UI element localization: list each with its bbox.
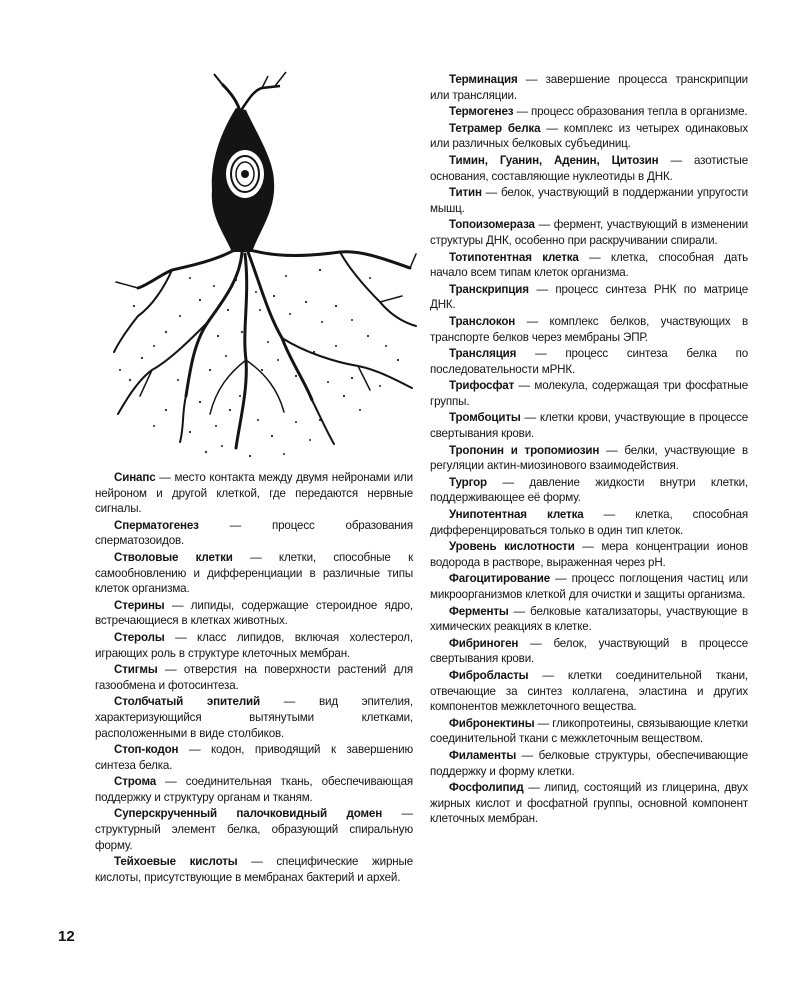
glossary-entry: [95, 598, 413, 629]
definition: — процесс синтеза белка по последовательности мРНК.: [430, 347, 748, 376]
definition: — соединительная ткань, обеспечивающая поддержку и структуру органам и тканям.: [95, 775, 413, 804]
glossary-entry: [95, 774, 413, 805]
term: Тургор: [449, 475, 487, 489]
term: Суперскрученный палочковидный домен: [114, 807, 383, 821]
glossary-entry: [430, 185, 748, 216]
definition: — клетки, способные к самообновлению и дифференциации в различные типы клеток организма.: [95, 550, 413, 596]
definition: — кодон, приводящий к завершению синтеза белка.: [95, 743, 413, 772]
term: Стоп-кодон: [114, 743, 179, 757]
definition: — мера концентрации ионов водорода в растворе, выраженная через pH.: [430, 540, 748, 569]
term: Фибронектины: [449, 716, 535, 730]
glossary-entry: [430, 475, 748, 506]
definition: — процесс образования сперматозоидов.: [95, 518, 413, 548]
glossary-entry: [95, 742, 413, 773]
term: Стерины: [114, 598, 165, 612]
definition: — место контакта между двумя нейронами или нейроном и другой клеткой, где передаются нервные сигналы.: [95, 471, 413, 516]
term: Тимин, Гуанин, Аденин, Цитозин: [449, 153, 659, 167]
definition: — клетки крови, участвующие в процессе свертывания крови.: [430, 411, 748, 441]
term: Столбчатый эпителий: [114, 695, 261, 709]
definition: — белковые катализаторы, участвующие в химических реакциях в клетке.: [430, 604, 748, 634]
glossary-entry: [430, 314, 748, 345]
term: Тромбоциты: [449, 411, 521, 425]
glossary-entry: [430, 539, 748, 570]
glossary-entry: [95, 470, 413, 517]
definition: — комплекс из четырех одинаковых или различных белковых субъединиц.: [430, 121, 748, 151]
term: Транслокон: [449, 314, 516, 328]
glossary-entry: [430, 443, 748, 474]
term: Фибробласты: [449, 668, 529, 682]
term: Ферменты: [449, 604, 509, 618]
definition: — специфические жирные кислоты, присутствующие в мембранах бактерий и архей.: [95, 855, 413, 884]
neuron-illustration: [90, 70, 420, 465]
term: Трансляция: [449, 347, 517, 361]
definition: — процесс поглощения частиц или микроорганизмов клеткой для очистки и защиты организма.: [430, 572, 748, 601]
definition: — белковые структуры, обеспечивающие поддержку и форму клетки.: [430, 748, 748, 778]
glossary-entry: [430, 282, 748, 313]
term: Стволовые клетки: [114, 550, 233, 564]
definition: — молекула, содержащая три фосфатные группы.: [430, 379, 748, 408]
term: Трифосфат: [449, 379, 515, 393]
term: Синапс: [114, 471, 156, 484]
definition: — белок, участвующий в поддержании упругости мышц.: [430, 186, 748, 215]
definition: — клетка, способная дать начало всем типам клеток организма.: [430, 250, 748, 280]
term: Термогенез: [449, 105, 514, 119]
term: Фибриноген: [449, 636, 519, 650]
term: Филаменты: [449, 748, 517, 762]
glossary-entry: [430, 153, 748, 184]
definition: — класс липидов, включая холестерол, играющих роль в структуре клеточных мембран.: [95, 630, 413, 660]
term: Строма: [114, 775, 157, 789]
term: Топоизомераза: [449, 218, 535, 232]
glossary-entry: [430, 121, 748, 152]
glossary-entry: [430, 780, 748, 827]
definition: — азотистые основания, составляющие нуклеотиды в ДНК.: [430, 153, 749, 183]
term: Стигмы: [114, 663, 158, 677]
term: Сперматогенез: [114, 518, 199, 532]
definition: — белки, участвующие в регуляции актин-миозинового взаимодействия.: [430, 443, 749, 473]
glossary-entry: [430, 507, 748, 538]
term: Фосфолипид: [449, 781, 524, 795]
glossary-entry: [95, 854, 413, 885]
term: Стеролы: [114, 630, 165, 644]
definition: — структурный элемент белка, образующий спиральную форму.: [95, 807, 413, 852]
term: Титин: [449, 186, 482, 200]
glossary-entry: [430, 378, 748, 409]
definition: — вид эпителия, характеризующийся вытянутыми клетками, расположенными в виде столбиков.: [95, 695, 414, 740]
term: Фагоцитирование: [449, 572, 551, 586]
definition: — завершение процесса транскрипции или трансляции.: [430, 73, 748, 102]
definition: — клетки соединительной ткани, отвечающие за синтез коллагена, эластина и других компонентов межклеточного вещества.: [430, 668, 748, 714]
definition: — комплекс белков, участвующих в транспорте белков через мембраны ЭПР.: [430, 314, 748, 344]
glossary-entry: [95, 806, 413, 853]
glossary-right-column: [430, 72, 748, 828]
term: Тропонин и тропомиозин: [449, 443, 600, 457]
glossary-entry: [95, 630, 413, 661]
definition: — липид, состоящий из глицерина, двух жирных кислот и фосфатной группы, основной компонент клеточных мембран.: [430, 781, 748, 826]
term: Уровень кислотности: [449, 540, 575, 554]
glossary-entry: [430, 571, 748, 602]
term: Тейхоевые кислоты: [114, 855, 238, 869]
glossary-entry: [430, 104, 748, 120]
glossary-entry: [430, 716, 748, 747]
glossary-entry: [430, 72, 748, 103]
glossary-entry: [95, 694, 413, 741]
definition: — давление жидкости внутри клетки, поддерживающее её форму.: [430, 475, 748, 505]
definition: — гликопротеины, связывающие клетки соединительной ткани с межклеточным веществом.: [430, 716, 748, 746]
page-number: 12: [58, 928, 75, 945]
glossary-entry: [430, 250, 748, 281]
definition: — липиды, содержащие стероидное ядро, встречающиеся в клетках животных.: [95, 598, 413, 628]
definition: — белок, участвующий в процессе свертывания крови.: [430, 636, 748, 666]
glossary-entry: [430, 410, 748, 441]
definition: — клетка, способная дифференцироваться только в один тип клеток.: [430, 508, 748, 537]
glossary-entry: [95, 662, 413, 693]
definition: — отверстия на поверхности растений для газообмена и фотосинтеза.: [95, 663, 413, 692]
glossary-left-column: [95, 470, 413, 886]
definition: — процесс образования тепла в организме.: [513, 105, 748, 119]
glossary-entry: [430, 346, 748, 377]
glossary-entry: [95, 550, 413, 597]
term: Транскрипция: [449, 282, 529, 296]
glossary-entry: [430, 604, 748, 635]
glossary-entry: [430, 668, 748, 715]
term: Тетрамер белка: [449, 121, 541, 135]
term: Терминация: [449, 73, 518, 86]
term: Тотипотентная клетка: [449, 250, 579, 264]
glossary-entry: [430, 217, 748, 248]
glossary-entry: [430, 748, 748, 779]
definition: — фермент, участвующий в изменении структуры ДНК, особенно при раскручивании спирали.: [430, 218, 748, 247]
term: Унипотентная клетка: [449, 508, 584, 522]
glossary-entry: [95, 518, 413, 549]
glossary-entry: [430, 636, 748, 667]
definition: — процесс синтеза РНК по матрице ДНК.: [430, 282, 748, 312]
